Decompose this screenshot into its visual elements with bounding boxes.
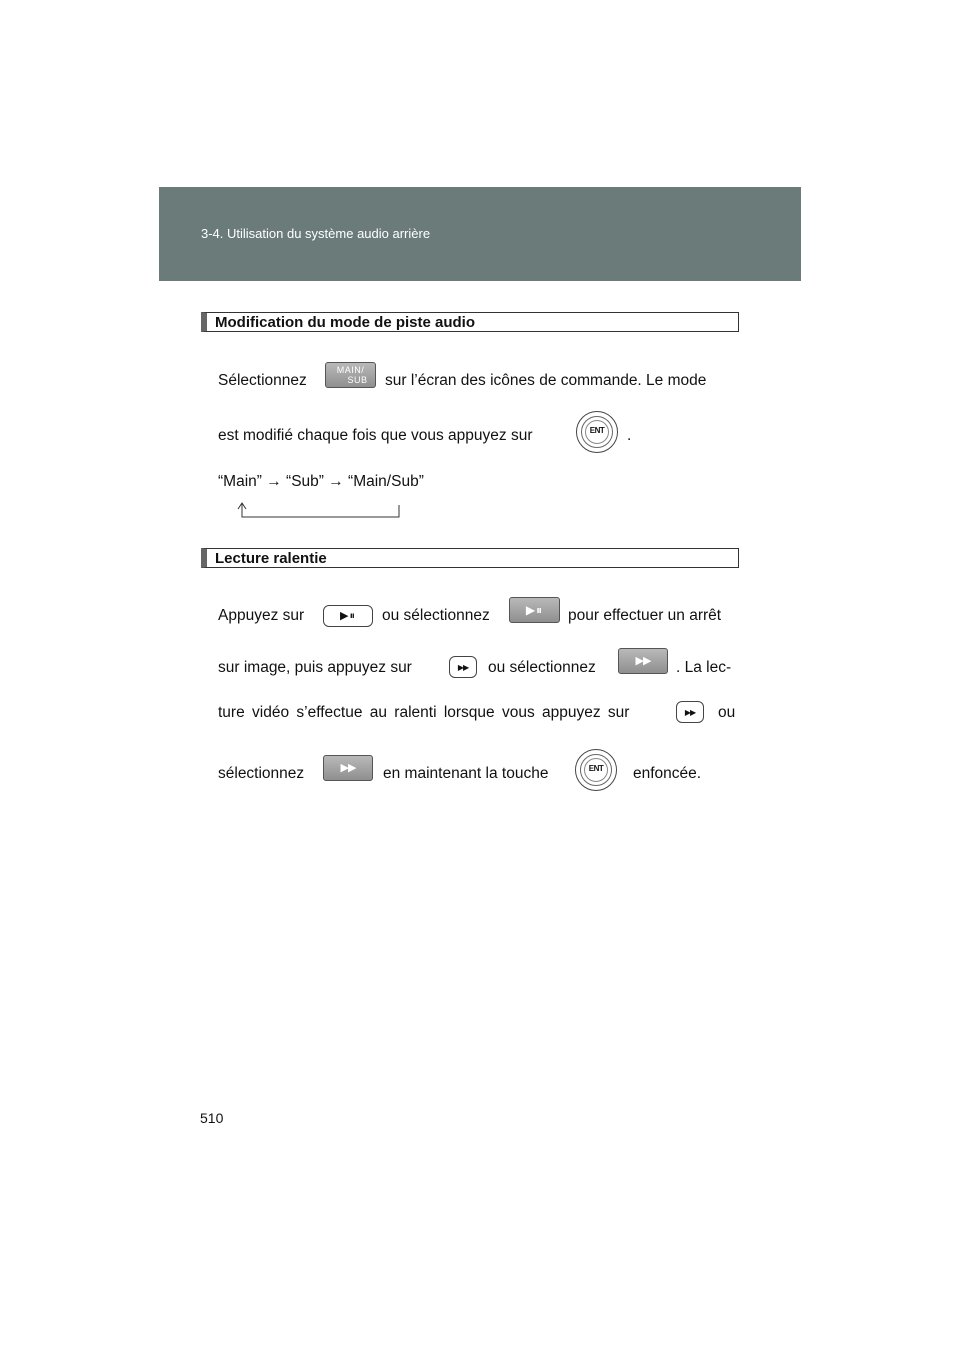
text-while-holding: en maintenant la touche <box>383 765 549 782</box>
breadcrumb: 3-4. Utilisation du système audio arrière <box>201 226 431 241</box>
ent-knob-icon <box>575 749 617 791</box>
text-playback: . La lec- <box>676 659 732 676</box>
text-mode-changes: est modifié chaque fois que vous appuyez sur <box>218 427 533 444</box>
main-sub-button <box>325 362 376 388</box>
section-title-text: Lecture ralentie <box>215 550 327 567</box>
text-to-pause: pour effectuer un arrêt <box>568 607 722 624</box>
fast-forward-button-icon <box>449 656 477 678</box>
fast-forward-glyph: ▶▶ <box>340 762 356 774</box>
text-pressed: enfoncée. <box>633 765 702 782</box>
text-period: . <box>627 427 632 444</box>
page-number: 510 <box>200 1110 224 1126</box>
ent-knob-icon <box>576 411 618 453</box>
cycle-return-arrow-icon <box>234 500 404 522</box>
main-sub-label-bottom: SUB <box>347 375 368 385</box>
main-sub-label-top: MAIN/ <box>336 365 365 375</box>
text-select: sélectionnez <box>218 765 305 782</box>
section-title-text: Modification du mode de piste audio <box>215 314 476 331</box>
text-or-select: ou sélectionnez <box>382 607 490 624</box>
text-select: Sélectionnez <box>218 372 307 389</box>
text-slow-playback: ture vidéo s’effectue au ralenti lorsque vous appuyez sur <box>218 704 630 721</box>
fast-forward-screen-button-icon <box>618 648 668 674</box>
section-title-slow-playback <box>201 548 739 568</box>
fast-forward-glyph: ▶▶ <box>684 708 696 717</box>
ent-knob-label: ENT <box>588 764 604 773</box>
ent-knob-label: ENT <box>589 426 605 435</box>
text-press: Appuyez sur <box>218 607 305 624</box>
section-title-audio-track-mode <box>201 312 739 332</box>
text-or-select: ou sélectionnez <box>488 659 596 676</box>
text-or: ou <box>718 704 736 721</box>
fast-forward-glyph: ▶▶ <box>635 655 651 667</box>
fast-forward-button-icon <box>676 701 704 723</box>
header-band <box>159 187 801 281</box>
play-pause-glyph: ▶⏸ <box>340 610 356 622</box>
text-still-then-press: sur image, puis appuyez sur <box>218 659 412 676</box>
play-pause-screen-button-icon <box>509 597 560 623</box>
fast-forward-glyph: ▶▶ <box>457 663 469 672</box>
fast-forward-screen-button-icon <box>323 755 373 781</box>
text-on-command-screen: sur l’écran des icônes de commande. Le mode <box>385 372 707 389</box>
mode-sequence: “Main” → “Sub” → “Main/Sub” <box>218 473 424 490</box>
play-pause-button-icon <box>323 605 373 627</box>
play-pause-glyph: ▶⏸ <box>525 603 544 617</box>
